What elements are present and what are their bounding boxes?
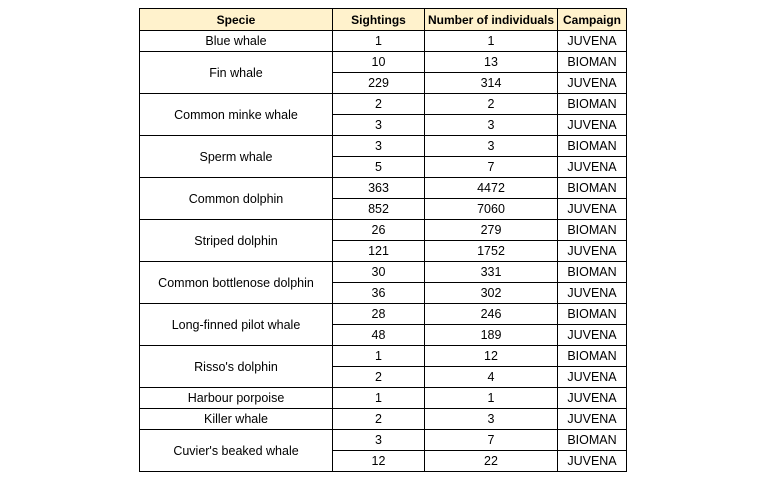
campaign-cell: BIOMAN (558, 220, 627, 241)
specie-cell: Harbour porpoise (140, 388, 333, 409)
individuals-cell: 302 (425, 283, 558, 304)
campaign-cell: BIOMAN (558, 94, 627, 115)
individuals-cell: 4 (425, 367, 558, 388)
sightings-cell: 3 (333, 115, 425, 136)
campaign-cell: BIOMAN (558, 430, 627, 451)
table-row (140, 388, 627, 409)
sightings-cell: 1 (333, 346, 425, 367)
table-row (140, 304, 627, 325)
header-row (140, 9, 627, 31)
table-row (140, 430, 627, 451)
table-row (140, 31, 627, 52)
campaign-cell: BIOMAN (558, 52, 627, 73)
table-row (140, 94, 627, 115)
individuals-cell: 7 (425, 430, 558, 451)
sightings-cell: 12 (333, 451, 425, 472)
sightings-cell: 2 (333, 409, 425, 430)
specie-cell: Risso's dolphin (140, 346, 333, 388)
individuals-cell: 3 (425, 136, 558, 157)
specie-cell: Common minke whale (140, 94, 333, 136)
sightings-cell: 1 (333, 388, 425, 409)
campaign-cell: JUVENA (558, 199, 627, 220)
campaign-cell: JUVENA (558, 367, 627, 388)
individuals-cell: 13 (425, 52, 558, 73)
campaign-cell: JUVENA (558, 409, 627, 430)
sightings-cell: 30 (333, 262, 425, 283)
sightings-cell: 28 (333, 304, 425, 325)
sightings-cell: 229 (333, 73, 425, 94)
table-row (140, 220, 627, 241)
individuals-cell: 1752 (425, 241, 558, 262)
sightings-cell: 26 (333, 220, 425, 241)
sightings-cell: 10 (333, 52, 425, 73)
specie-cell: Long-finned pilot whale (140, 304, 333, 346)
table-row (140, 346, 627, 367)
individuals-cell: 12 (425, 346, 558, 367)
campaign-cell: JUVENA (558, 388, 627, 409)
campaign-cell: BIOMAN (558, 304, 627, 325)
individuals-cell: 3 (425, 115, 558, 136)
table-row (140, 262, 627, 283)
campaign-cell: JUVENA (558, 31, 627, 52)
header-campaign: Campaign (558, 9, 627, 31)
individuals-cell: 4472 (425, 178, 558, 199)
individuals-cell: 7060 (425, 199, 558, 220)
campaign-cell: JUVENA (558, 451, 627, 472)
specie-cell: Sperm whale (140, 136, 333, 178)
campaign-cell: JUVENA (558, 115, 627, 136)
individuals-cell: 331 (425, 262, 558, 283)
individuals-cell: 314 (425, 73, 558, 94)
individuals-cell: 22 (425, 451, 558, 472)
sightings-cell: 121 (333, 241, 425, 262)
sightings-cell: 363 (333, 178, 425, 199)
individuals-cell: 1 (425, 388, 558, 409)
sightings-cell: 1 (333, 31, 425, 52)
sightings-cell: 852 (333, 199, 425, 220)
campaign-cell: BIOMAN (558, 136, 627, 157)
campaign-cell: JUVENA (558, 157, 627, 178)
sightings-cell: 2 (333, 94, 425, 115)
sightings-cell: 36 (333, 283, 425, 304)
individuals-cell: 2 (425, 94, 558, 115)
table-row (140, 409, 627, 430)
sightings-cell: 3 (333, 136, 425, 157)
specie-cell: Common dolphin (140, 178, 333, 220)
individuals-cell: 189 (425, 325, 558, 346)
species-sightings-table (139, 8, 627, 472)
individuals-cell: 1 (425, 31, 558, 52)
sightings-cell: 5 (333, 157, 425, 178)
individuals-cell: 7 (425, 157, 558, 178)
campaign-cell: JUVENA (558, 73, 627, 94)
header-sightings: Sightings (333, 9, 425, 31)
specie-cell: Killer whale (140, 409, 333, 430)
table-body (140, 31, 627, 472)
individuals-cell: 3 (425, 409, 558, 430)
sightings-cell: 2 (333, 367, 425, 388)
campaign-cell: JUVENA (558, 283, 627, 304)
individuals-cell: 246 (425, 304, 558, 325)
specie-cell: Blue whale (140, 31, 333, 52)
campaign-cell: BIOMAN (558, 262, 627, 283)
individuals-cell: 279 (425, 220, 558, 241)
header-number-of-individuals: Number of individuals (425, 9, 558, 31)
table-row (140, 52, 627, 73)
specie-cell: Striped dolphin (140, 220, 333, 262)
specie-cell: Cuvier's beaked whale (140, 430, 333, 472)
campaign-cell: BIOMAN (558, 178, 627, 199)
table-row (140, 136, 627, 157)
sightings-cell: 48 (333, 325, 425, 346)
header-specie: Specie (140, 9, 333, 31)
campaign-cell: JUVENA (558, 241, 627, 262)
specie-cell: Common bottlenose dolphin (140, 262, 333, 304)
campaign-cell: BIOMAN (558, 346, 627, 367)
specie-cell: Fin whale (140, 52, 333, 94)
table-row (140, 178, 627, 199)
sightings-cell: 3 (333, 430, 425, 451)
campaign-cell: JUVENA (558, 325, 627, 346)
